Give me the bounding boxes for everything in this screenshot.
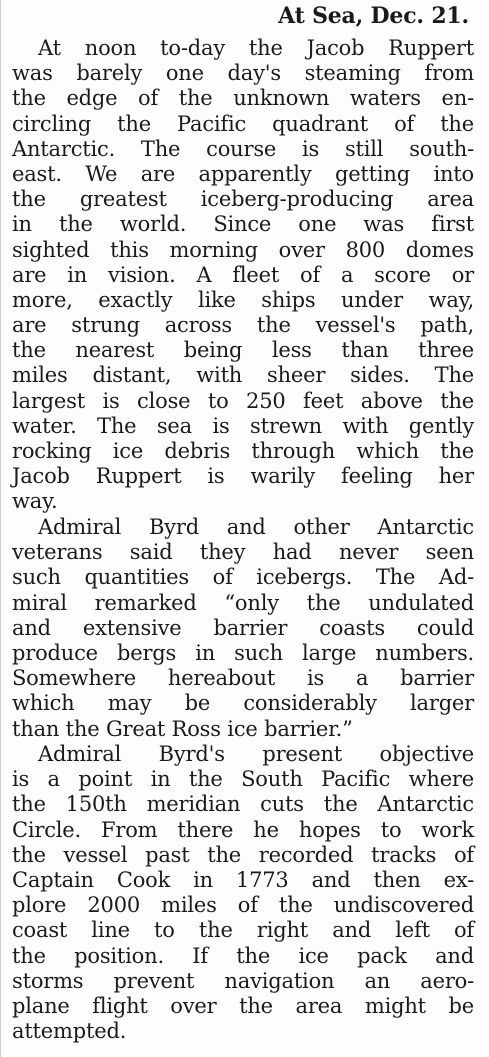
text-line: Somewhere hereabout is a barrier — [12, 666, 474, 691]
text-line: such quantities of icebergs. The Ad- — [12, 565, 474, 590]
text-line: miral remarked “only the undulated — [12, 590, 474, 615]
text-line: produce bergs in such large numbers. — [12, 640, 474, 665]
text-line: veterans said they had never seen — [12, 540, 474, 565]
text-line: Admiral Byrd's present objective — [38, 742, 474, 766]
text-line: largest is close to 250 feet above the — [12, 388, 474, 413]
text-line: the vessel past the recorded tracks of — [12, 842, 474, 867]
text-line: is a point in the South Pacific where — [12, 767, 474, 792]
text-line: the greatest iceberg-producing area — [12, 187, 474, 212]
text-line: more, exactly like ships under way, — [12, 287, 474, 312]
text-line: Captain Cook in 1773 and then ex- — [12, 867, 474, 892]
text-line: east. We are apparently getting into — [12, 161, 474, 186]
text-line: which may be considerably larger — [12, 691, 474, 716]
text-line: the position. If the ice pack and — [12, 943, 474, 968]
text-line: than the Great Ross ice barrier.” — [12, 716, 353, 741]
text-line: the nearest being less than three — [12, 338, 474, 363]
text-line: At noon to-day the Jacob Ruppert — [38, 36, 474, 60]
text-line: sighted this morning over 800 domes — [12, 237, 474, 262]
text-line: coast line to the right and left of — [12, 918, 474, 943]
text-line: Admiral Byrd and other Antarctic — [38, 515, 474, 539]
text-line: Antarctic. The course is still south- — [12, 136, 474, 161]
text-line: was barely one day's steaming from — [12, 61, 474, 86]
paragraph-1 — [12, 36, 474, 515]
text-line: are strung across the vessel's path, — [12, 313, 474, 338]
text-line: are in vision. A fleet of a score or — [12, 262, 474, 287]
text-line: circling the Pacific quadrant of the — [12, 111, 474, 136]
text-line: miles distant, with sheer sides. The — [12, 363, 474, 388]
text-line: and extensive barrier coasts could — [12, 615, 474, 640]
text-line: plane flight over the area might be — [12, 993, 474, 1018]
text-line: way. — [12, 489, 58, 514]
paragraph-2 — [12, 515, 474, 742]
paragraph-3 — [12, 742, 474, 1044]
text-line: in the world. Since one was first — [12, 212, 474, 237]
dateline: At Sea, Dec. 21. — [278, 3, 469, 29]
text-line: storms prevent navigation an aero- — [12, 968, 474, 993]
text-line: attempted. — [12, 1019, 127, 1044]
text-line: water. The sea is strewn with gently — [12, 413, 474, 438]
text-line: plore 2000 miles of the undiscovered — [12, 893, 474, 918]
column-rule — [0, 0, 1, 1057]
text-line: Circle. From there he hopes to work — [12, 817, 474, 842]
text-line: Jacob Ruppert is warily feeling her — [12, 464, 474, 489]
text-line: rocking ice debris through which the — [12, 439, 474, 463]
text-line: the 150th meridian cuts the Antarctic — [12, 792, 474, 817]
text-line: the edge of the unknown waters en- — [12, 86, 474, 111]
